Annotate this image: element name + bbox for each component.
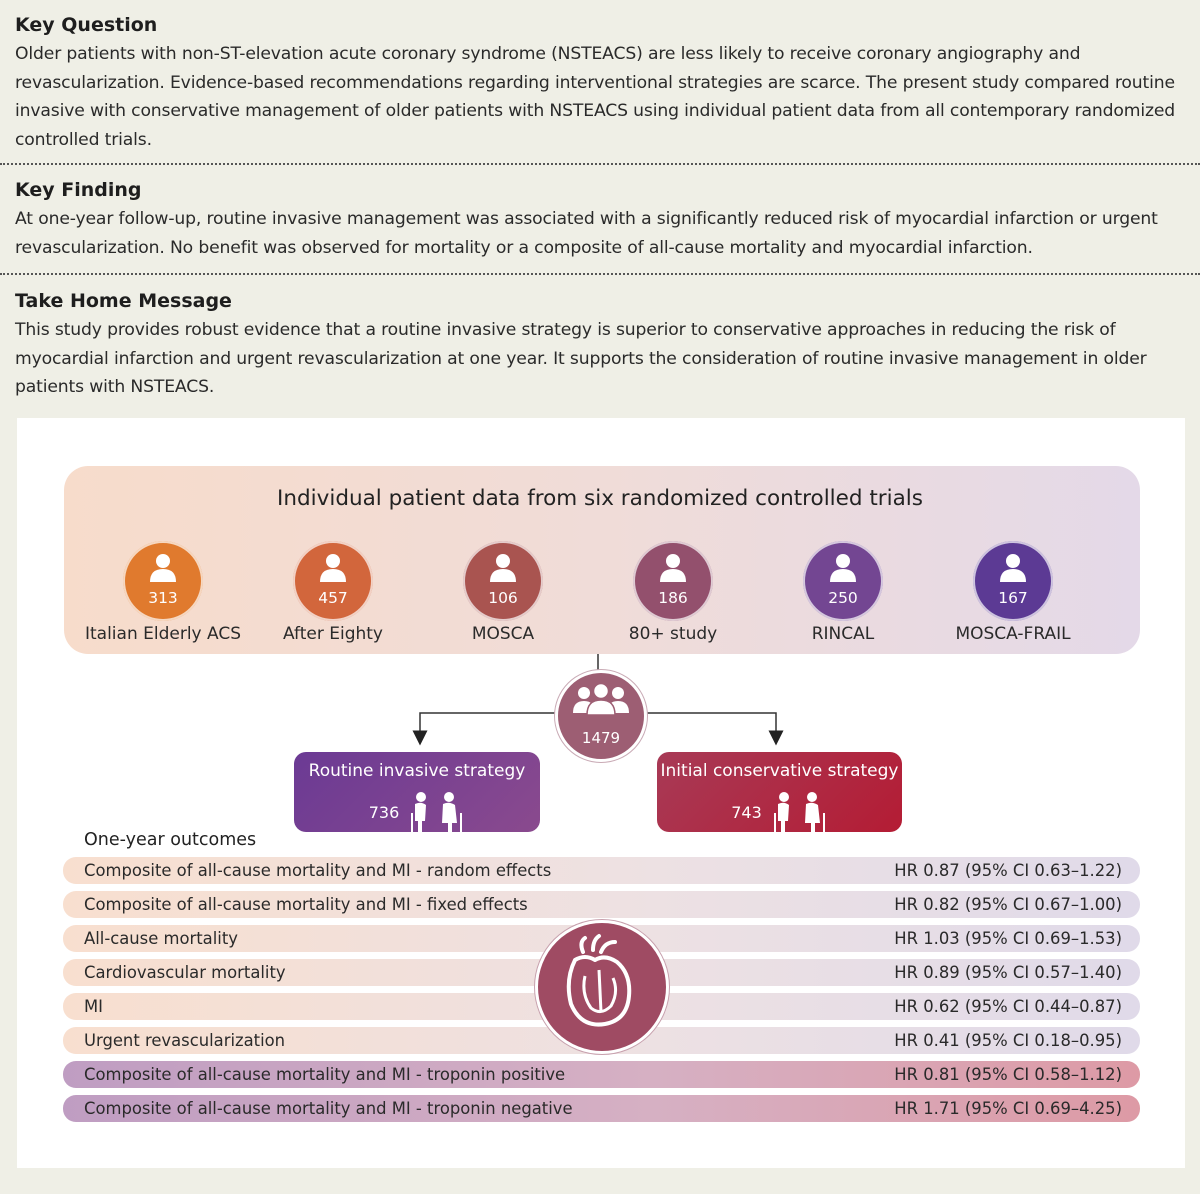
trial-patient-count: 250 xyxy=(828,589,858,607)
conservative-strategy-count: 743 xyxy=(731,802,762,822)
trial-name: MOSCA-FRAIL xyxy=(955,624,1071,644)
outcome-name: MI xyxy=(84,997,103,1016)
conservative-strategy-box xyxy=(657,752,902,832)
invasive-strategy-label: Routine invasive strategy xyxy=(308,761,526,781)
key-question-title: Key Question xyxy=(15,14,158,36)
conservative-strategy-label: Initial conservative strategy xyxy=(660,761,899,781)
trial-name: Italian Elderly ACS xyxy=(84,624,242,644)
trial-name: 80+ study xyxy=(628,624,718,644)
invasive-strategy-count: 736 xyxy=(368,802,400,822)
outcome-name: Cardiovascular mortality xyxy=(84,963,286,982)
key-question-text: Older patients with non-ST-elevation acute coronary syndrome (NSTEACS) are less likely to receive coronary angiography and revascularization. Evidence-based recommendations regarding interventional strategies are scarce. The present study compared routine invasive with conservative management of older patients with NSTEACS using individual patient data from all contemporary randomized controlled trials. xyxy=(15,44,1176,150)
outcome-row xyxy=(63,1095,1140,1122)
trial-name: After Eighty xyxy=(283,624,383,644)
outcome-name: Composite of all-cause mortality and MI - random effects xyxy=(84,861,552,880)
outcome-name: Urgent revascularization xyxy=(84,1031,286,1050)
invasive-strategy-box xyxy=(294,752,540,832)
elderly-people-icon xyxy=(407,791,465,833)
trials-title: Individual patient data from six randomized controlled trials xyxy=(277,486,923,511)
outcome-hazard-ratio: HR 1.03 (95% CI 0.69–1.53) xyxy=(894,929,1122,948)
outcome-row xyxy=(63,891,1140,918)
outcome-hazard-ratio: HR 0.89 (95% CI 0.57–1.40) xyxy=(894,963,1122,982)
trial-patient-count: 167 xyxy=(998,589,1028,607)
trial-patient-count: 106 xyxy=(488,589,518,607)
outcome-hazard-ratio: HR 0.41 (95% CI 0.18–0.95) xyxy=(894,1031,1122,1050)
trial-name: RINCAL xyxy=(811,624,875,644)
outcome-name: Composite of all-cause mortality and MI - fixed effects xyxy=(84,895,528,914)
outcome-row xyxy=(63,1061,1140,1088)
outcome-name: All-cause mortality xyxy=(84,929,238,948)
total-patients-badge xyxy=(555,670,647,762)
heart-icon xyxy=(535,920,663,1048)
take-home-text: This study provides robust evidence that a routine invasive strategy is superior to conservative approaches in reducing the risk of myocardial infarction and urgent revascularization at one year. It supports the consideration of routine invasive management in older patients with NSTEACS. xyxy=(15,320,1147,397)
trial-patient-count: 186 xyxy=(658,589,688,607)
trial-patient-count: 457 xyxy=(318,589,348,607)
take-home-title: Take Home Message xyxy=(15,290,232,312)
outcome-hazard-ratio: HR 0.81 (95% CI 0.58–1.12) xyxy=(894,1065,1122,1084)
outcome-hazard-ratio: HR 0.87 (95% CI 0.63–1.22) xyxy=(894,861,1122,880)
outcome-name: Composite of all-cause mortality and MI - troponin positive xyxy=(84,1065,566,1084)
key-finding-text: At one-year follow-up, routine invasive management was associated with a significantly reduced risk of myocardial infarction or urgent revascularization. No benefit was observed for mortality or a composite of all-cause mortality and myocardial infarction. xyxy=(15,209,1158,258)
outcome-name: Composite of all-cause mortality and MI - troponin negative xyxy=(84,1099,573,1118)
trial-patient-count: 313 xyxy=(148,589,178,607)
heart-badge xyxy=(535,920,669,1054)
outcome-row xyxy=(63,857,1140,884)
outcome-hazard-ratio: HR 0.82 (95% CI 0.67–1.00) xyxy=(894,895,1122,914)
outcomes-heading: One-year outcomes xyxy=(84,830,257,850)
group-people-icon xyxy=(571,683,631,723)
elderly-people-icon xyxy=(770,791,828,833)
trial-name: MOSCA xyxy=(471,624,535,644)
key-finding-title: Key Finding xyxy=(15,179,142,201)
total-patients-count: 1479 xyxy=(581,729,621,747)
outcome-hazard-ratio: HR 0.62 (95% CI 0.44–0.87) xyxy=(894,997,1122,1016)
outcome-hazard-ratio: HR 1.71 (95% CI 0.69–4.25) xyxy=(894,1099,1122,1118)
